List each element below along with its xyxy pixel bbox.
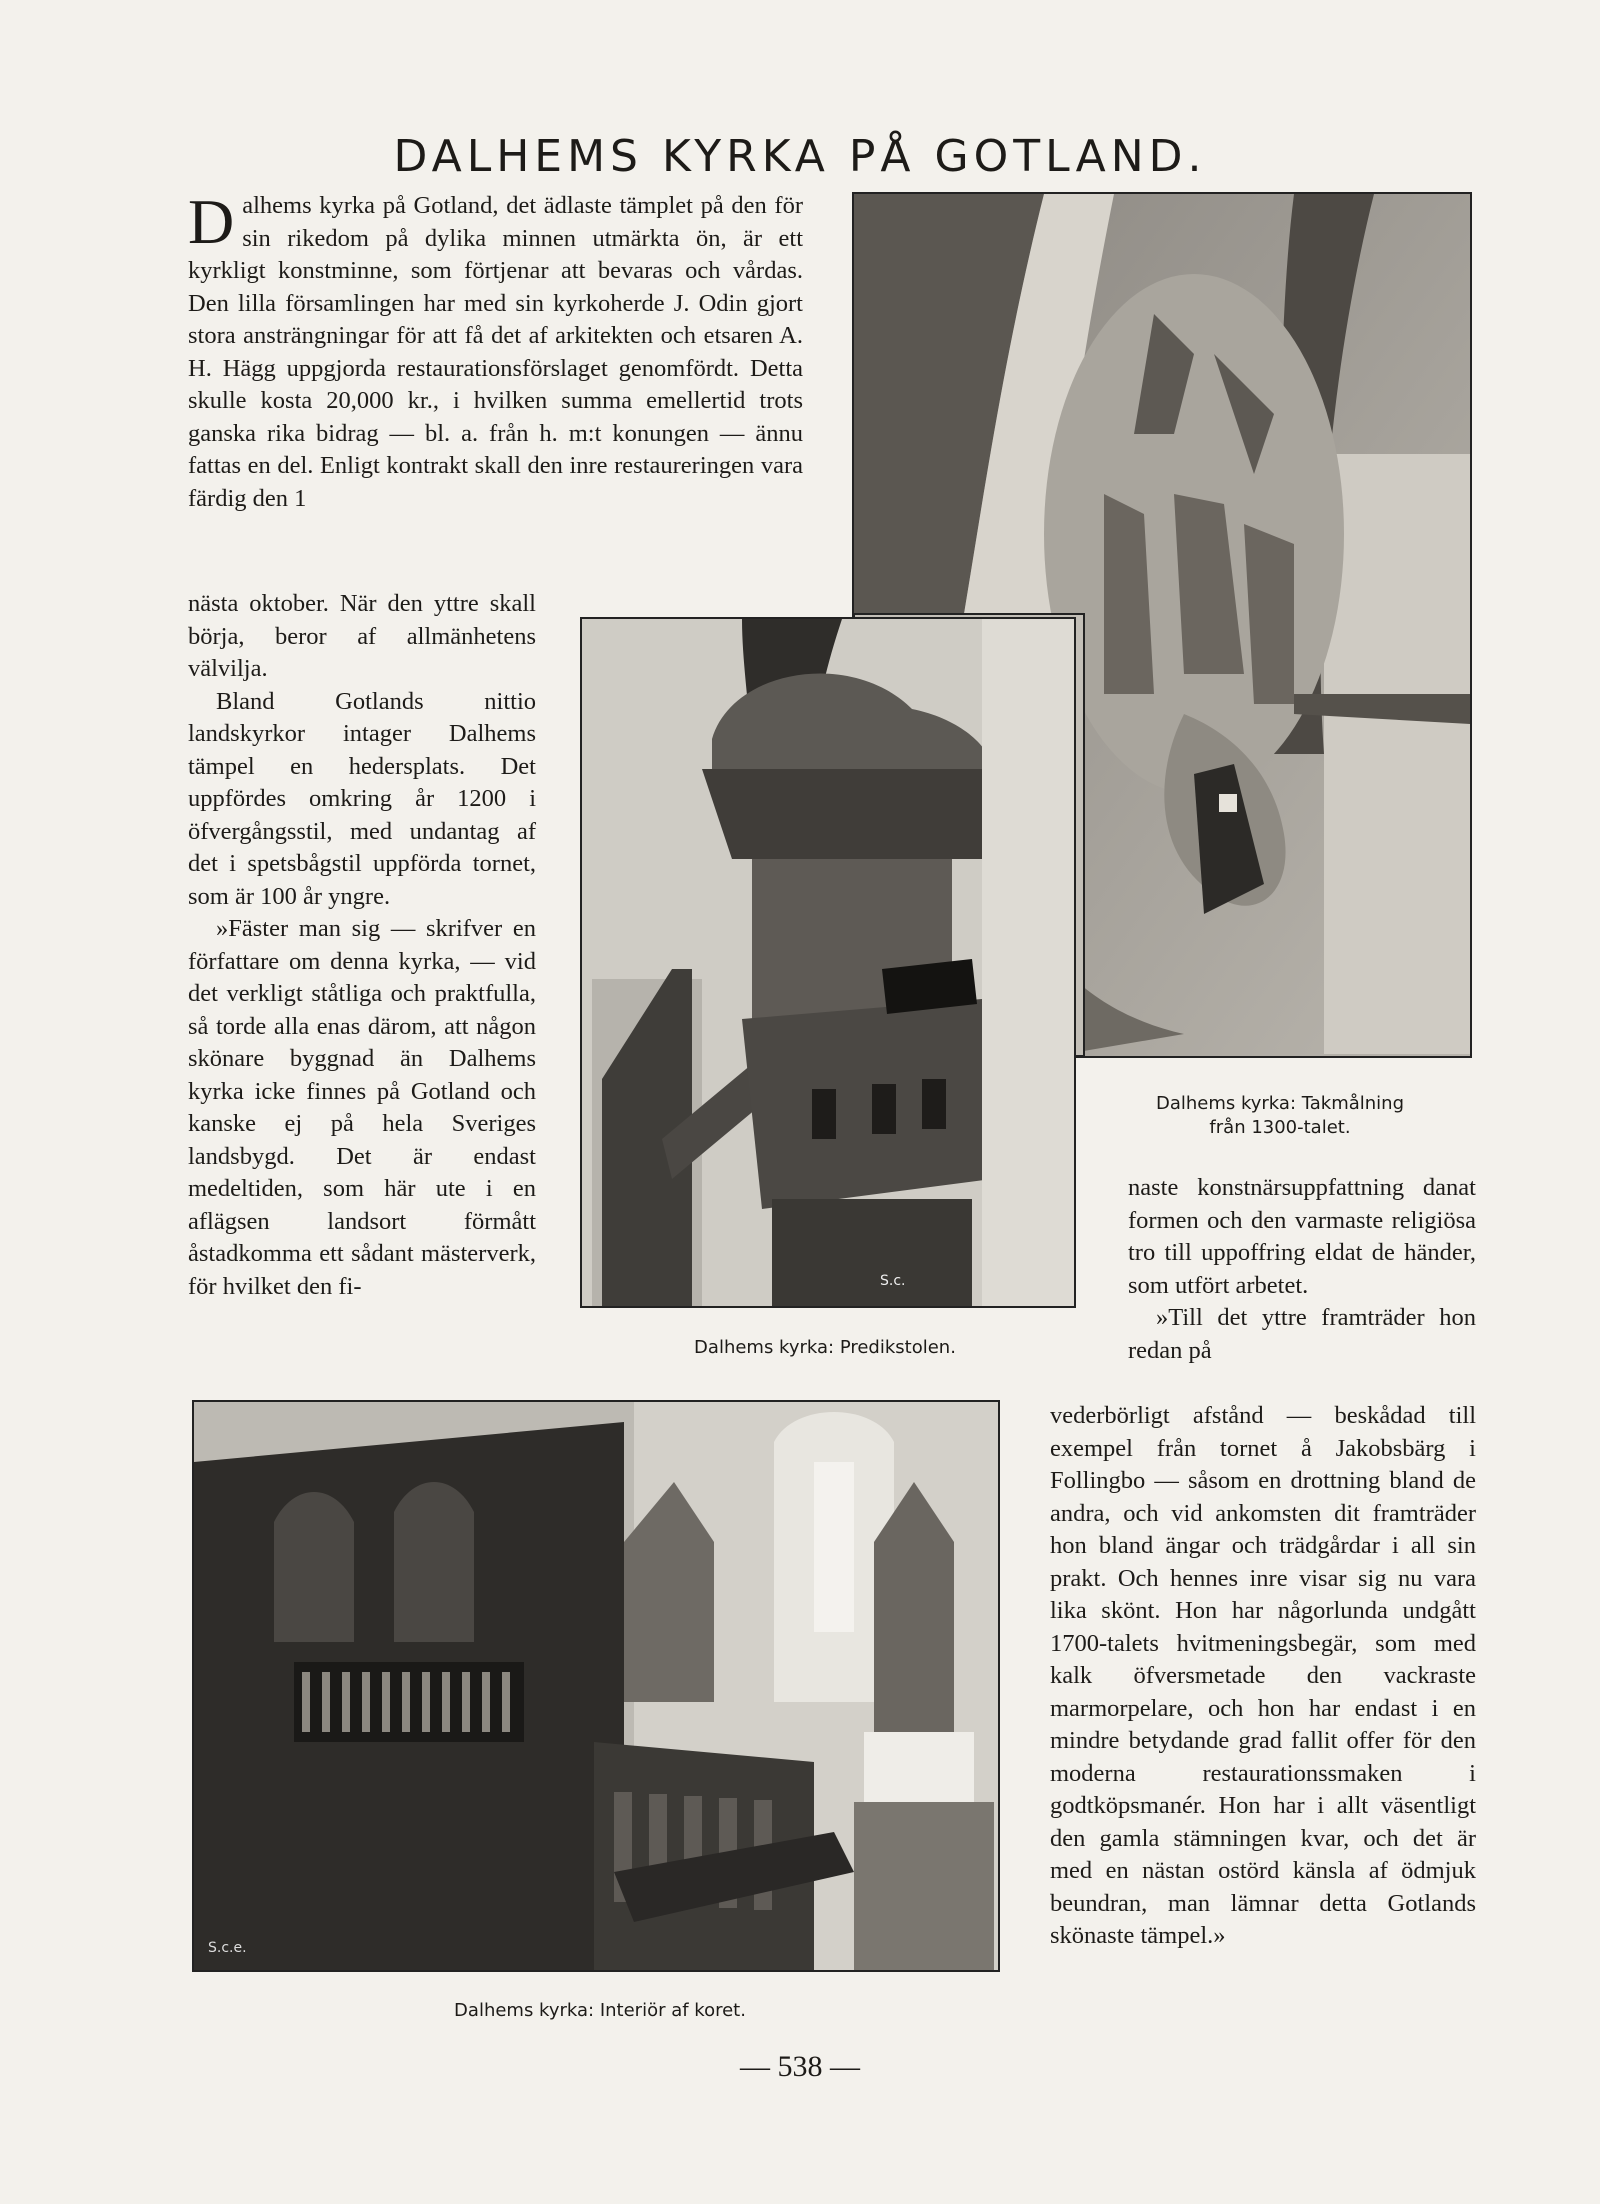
page-title: DALHEMS KYRKA PÅ GOTLAND. [393,131,1207,183]
article-para2: Bland Gotlands nittio landskyrkor intager Dalhems tämpel en hedersplats. Det uppfördes omkring år 1200 i öfvergångsstil, med undantag af det i spetsbågstil uppförda tornet, som är 100 år yngre. [188,687,536,910]
article-col1-narrow [188,588,536,1303]
ceiling-caption-line2: från 1300-talet. [1209,1117,1351,1138]
article-col2-para2: »Till det yttre framträder hon redan på [1128,1304,1476,1364]
article-para1-cont: nästa oktober. När den yttre skall börja, beror af allmänhetens välvilja. [188,590,536,682]
choir-interior-photo [192,1400,1000,1972]
article-para3: »Fäster man sig — skrifver en författare om denna kyrka, — vid det verkligt ståtliga och praktfulla, så torde alla enas därom, att någon skönare byggnad än Dalhems kyrka icke finnes på Gotland och kanske ej på hela Sveriges landsbygd. Det är endast medeltiden, som här ute i en aflägsen landsort förmått åstadkomma ett sådant mästerverk, för hvilket den fi- [188,915,536,1300]
article-col2-para2-cont: vederbörligt afstånd — beskådad till exempel från tornet å Jakobsbärg i Follingbo — såsom en drottning bland de andra, och vid ankomsten dit framträder hon bland ängar och trädgårdar i all sin prakt. Och hennes inre visar sig nu vara lika skönt. Hon har någorlunda undgått 1700-talets hvitmeningsbegär, som med kalk öfversmetade den vackraste marmorpelare, och hon har endast i en mindre betydande grad fallit offer för den moderna restaurationssmaken i godtköpsmanér. Hon har i allt väsentligt den gamla stämningen kvar, och det är med en nästan ostörd känsla af ödmjuk beundran, man lämnar detta Gotlands skönaste tämpel.» [1050,1402,1476,1949]
drop-cap: D [188,186,235,257]
choir-caption: Dalhems kyrka: Interiör af koret. [454,2000,746,2021]
article-col1-top [188,186,803,515]
ceiling-caption [1090,1092,1470,1140]
choir-photo-mark: S.c.e. [208,1940,247,1956]
article-col2-para1: naste konstnärsuppfattning danat formen och den varmaste religiösa tro till uppoffring eldat de händer, som utfört arbetet. [1128,1174,1476,1299]
article-col2-narrow [1128,1172,1476,1367]
ceiling-caption-line1: Dalhems kyrka: Takmålning [1155,1093,1405,1114]
page-number: — 538 — [740,2050,860,2083]
article-para1: alhems kyrka på Gotland, det ädlaste tämplet på den för sin rikedom på dylika minnen utmärkta ön, är ett kyrkligt konstminne, som förtjenar att bevaras och vårdas. Den lilla församlingen har med sin kyrkoherde J. Odin gjort stora ansträngningar för att få det af arkitekten och etsaren A. H. Hägg uppgjorda restaurationsförslaget genomfördt. Detta skulle kosta 20,000 kr., i hvilken summa emellertid trots ganska rika bidrag — bl. a. från h. m:t konungen — ännu fattas en del. Enligt kontrakt skall den inre restaureringen vara färdig den 1 [188,192,803,512]
pulpit-caption: Dalhems kyrka: Predikstolen. [694,1337,956,1358]
pulpit-photo-mark: S.c. [880,1273,906,1289]
article-col2-wide [1050,1400,1476,1953]
pulpit-photo [580,617,1076,1308]
